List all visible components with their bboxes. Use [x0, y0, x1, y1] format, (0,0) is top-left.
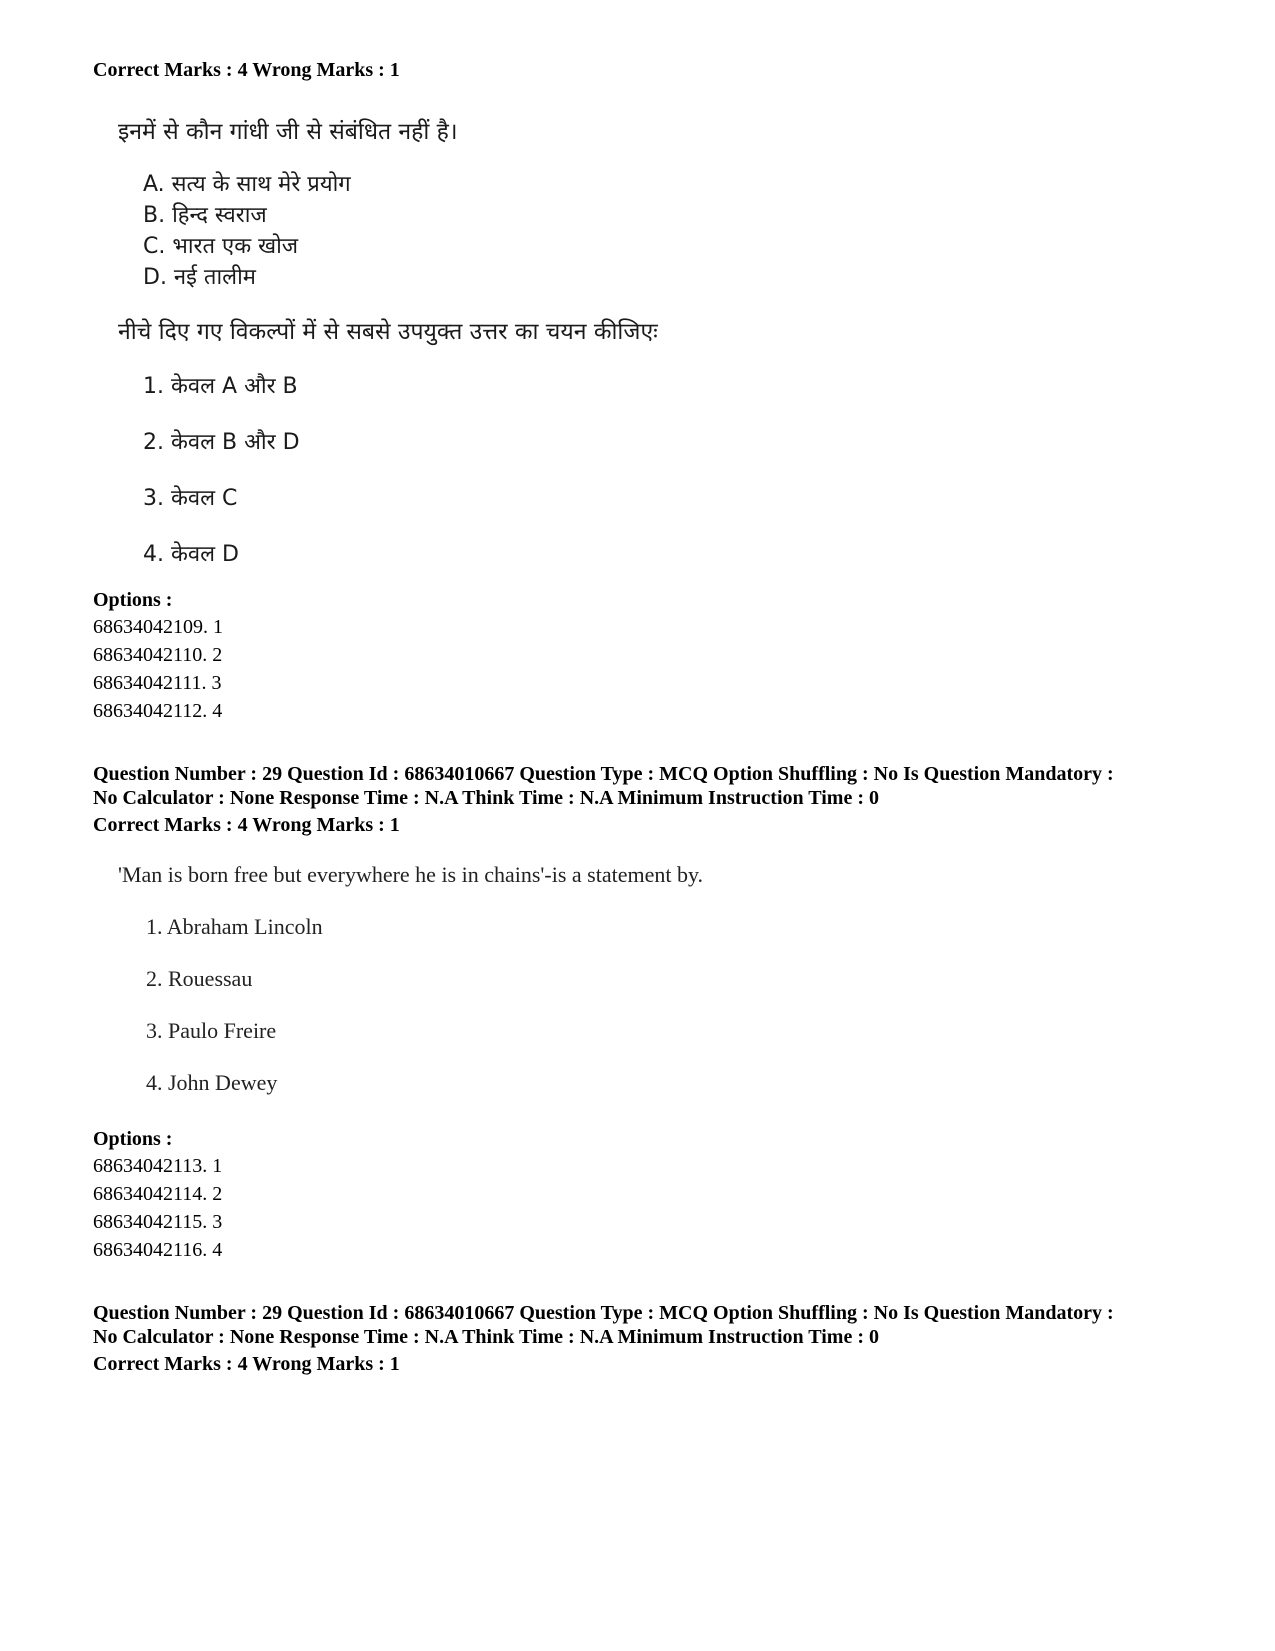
statement-item: D. नई तालीम: [143, 265, 256, 290]
answer-choice: 4. John Dewey: [146, 1070, 278, 1095]
option-id: 68634042115. 3: [93, 1211, 223, 1233]
option-id: 68634042114. 2: [93, 1183, 223, 1205]
question-text: इनमें से कौन गांधी जी से संबंधित नहीं है।: [118, 119, 458, 145]
answer-choice: 3. केवल C: [143, 486, 238, 511]
question-header: Question Number : 29 Question Id : 68634010667 Question Type : MCQ Option Shuffling : No Is Question Mandatory :: [93, 763, 1114, 785]
marks-line: Correct Marks : 4 Wrong Marks : 1: [93, 59, 400, 81]
option-id: 68634042110. 2: [93, 644, 223, 666]
answer-choice: 2. Rouessau: [146, 966, 253, 991]
option-id: 68634042111. 3: [93, 672, 222, 694]
question-header: Question Number : 29 Question Id : 68634010667 Question Type : MCQ Option Shuffling : No Is Question Mandatory :: [93, 1302, 1114, 1324]
option-id: 68634042109. 1: [93, 616, 223, 638]
options-label: Options :: [93, 1128, 173, 1150]
answer-choice: 4. केवल D: [143, 542, 239, 567]
options-label: Options :: [93, 589, 173, 611]
marks-line: Correct Marks : 4 Wrong Marks : 1: [93, 814, 400, 836]
statement-item: C. भारत एक खोज: [143, 234, 299, 259]
question-text: 'Man is born free but everywhere he is in chains'-is a statement by.: [118, 862, 704, 887]
marks-line: Correct Marks : 4 Wrong Marks : 1: [93, 1353, 400, 1375]
option-id: 68634042112. 4: [93, 700, 223, 722]
option-id: 68634042116. 4: [93, 1239, 223, 1261]
statement-item: A. सत्य के साथ मेरे प्रयोग: [143, 172, 351, 197]
answer-choice: 1. केवल A और B: [143, 374, 298, 399]
option-id: 68634042113. 1: [93, 1155, 223, 1177]
answer-choice: 2. केवल B और D: [143, 430, 300, 455]
answer-choice: 3. Paulo Freire: [146, 1018, 277, 1043]
question-header: No Calculator : None Response Time : N.A Think Time : N.A Minimum Instruction Time : 0: [93, 787, 879, 809]
answer-choice: 1. Abraham Lincoln: [146, 914, 323, 939]
instruction-text: नीचे दिए गए विकल्पों में से सबसे उपयुक्त उत्तर का चयन कीजिएः: [118, 319, 658, 345]
statement-item: B. हिन्द स्वराज: [143, 203, 267, 228]
question-header: No Calculator : None Response Time : N.A Think Time : N.A Minimum Instruction Time : 0: [93, 1326, 879, 1348]
